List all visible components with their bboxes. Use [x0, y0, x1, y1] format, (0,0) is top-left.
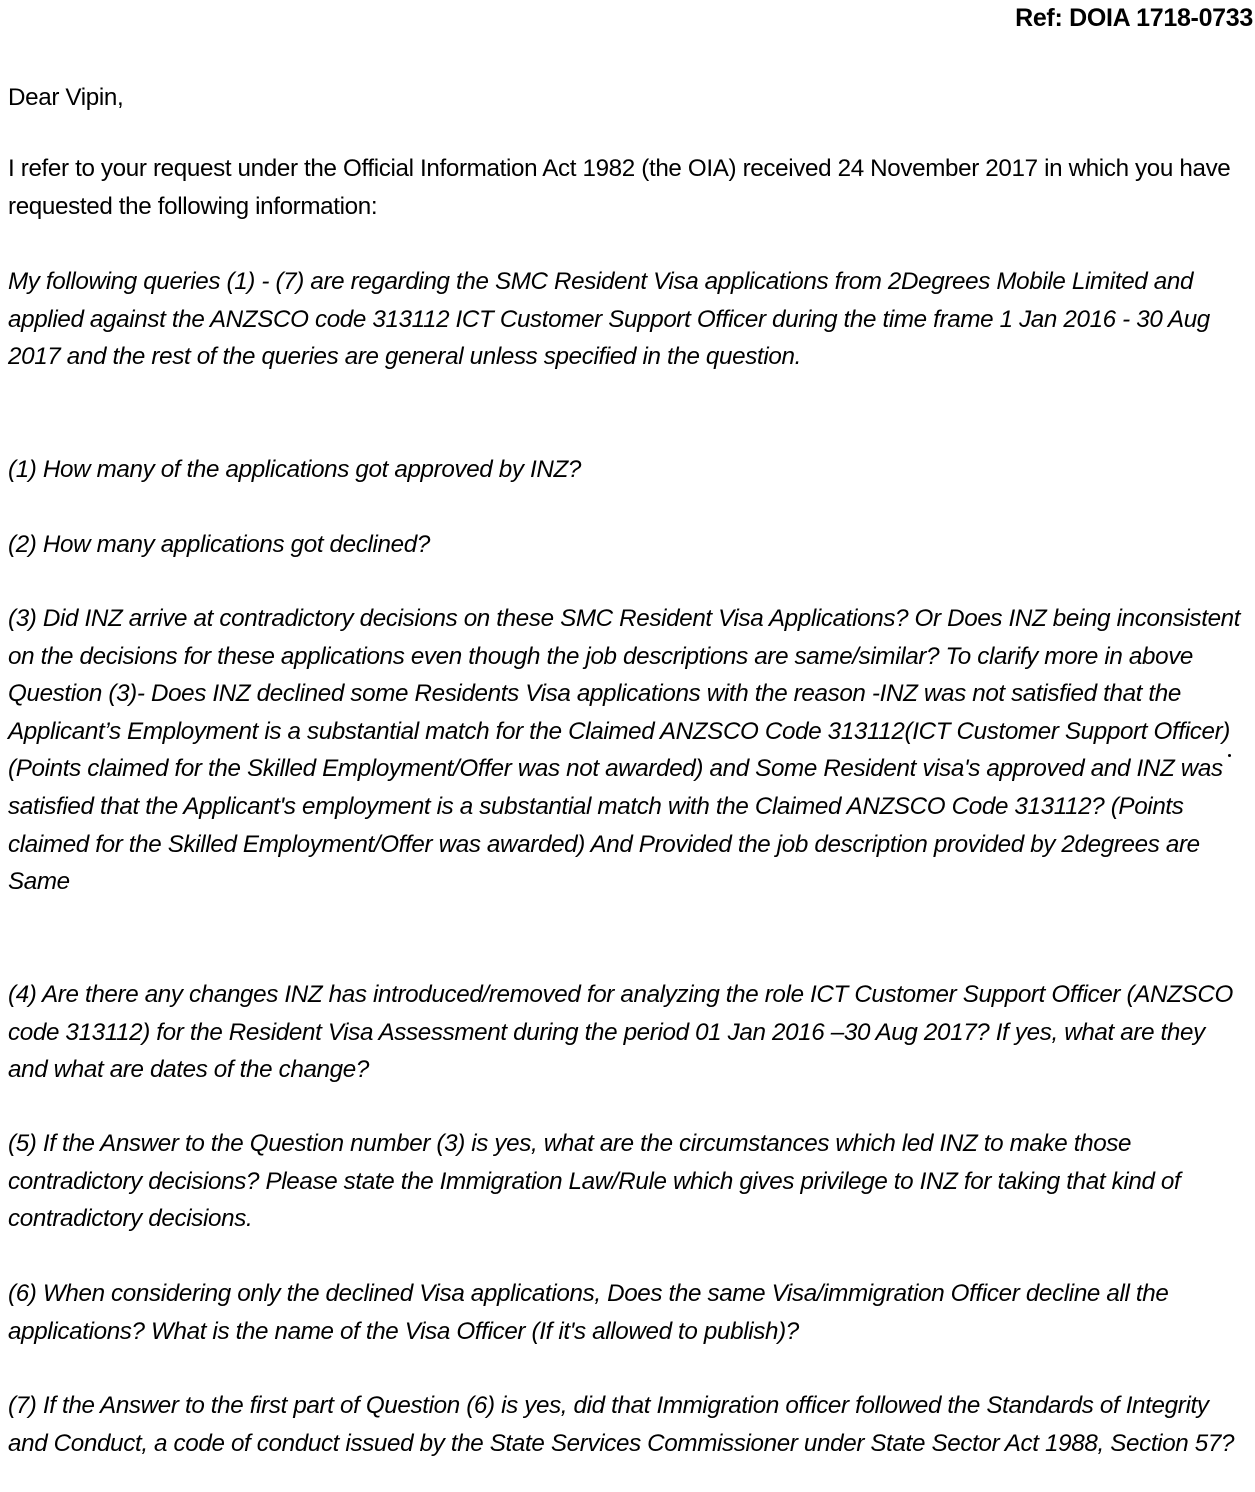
- greeting: Dear Vipin,: [8, 84, 124, 111]
- query-7: (7) If the Answer to the first part of Question (6) is yes, did that Immigration officer followed the Standards of Integrity and Conduct, a code of conduct issued by the State Services Commissioner under State Sector Act 1988, Section 57?: [8, 1392, 1235, 1457]
- intro-paragraph: I refer to your request under the Official Information Act 1982 (the OIA) received 24 November 2017 in which you have requested the following information:: [8, 155, 1231, 220]
- query-3: (3) Did INZ arrive at contradictory decisions on these SMC Resident Visa Applications? Or Does INZ being inconsistent on the decisions for these applications even though the job descriptions are same/similar? To clarify more in above Question (3)- Does INZ declined some Residents Visa applications with the reason -INZ was not satisfied that the Applicant’s Employment is a substantial match for the Claimed ANZSCO Code 313112(ICT Customer Support Officer) (Points claimed for the Skilled Employment/Offer was not awarded) and Some Resident visa's approved and INZ was satisfied that the Applicant's employment is a substantial match with the Claimed ANZSCO Code 313112? (Points claimed for the Skilled Employment/Offer was awarded) And Provided the job description provided by 2degrees are Same: [8, 605, 1241, 896]
- query-2: (2) How many applications got declined?: [8, 531, 430, 558]
- query-4: (4) Are there any changes INZ has introduced/removed for analyzing the role ICT Customer Support Officer (ANZSCO code 313112) for the Resident Visa Assessment during the period 01 Jan 2016 –30 Aug 2017? If yes, what are they and what are dates of the change?: [8, 981, 1233, 1084]
- query-preamble: My following queries (1) - (7) are regarding the SMC Resident Visa applications from 2Degrees Mobile Limited and applied against the ANZSCO code 313112 ICT Customer Support Officer during the time frame 1 Jan 2016 - 30 Aug 2017 and the rest of the queries are general unless specified in the question.: [8, 268, 1210, 371]
- query-5: (5) If the Answer to the Question number (3) is yes, what are the circumstances which led INZ to make those contradictory decisions? Please state the Immigration Law/Rule which gives privilege to INZ for taking that kind of contradictory decisions.: [8, 1130, 1181, 1233]
- scan-artifact-dot: [1228, 754, 1231, 757]
- reference-number: Ref: DOIA 1718-0733: [1015, 4, 1253, 32]
- query-1: (1) How many of the applications got approved by INZ?: [8, 456, 582, 483]
- query-6: (6) When considering only the declined Visa applications, Does the same Visa/immigration Officer decline all the applications? What is the name of the Visa Officer (If it's allowed to publish)?: [8, 1280, 1169, 1345]
